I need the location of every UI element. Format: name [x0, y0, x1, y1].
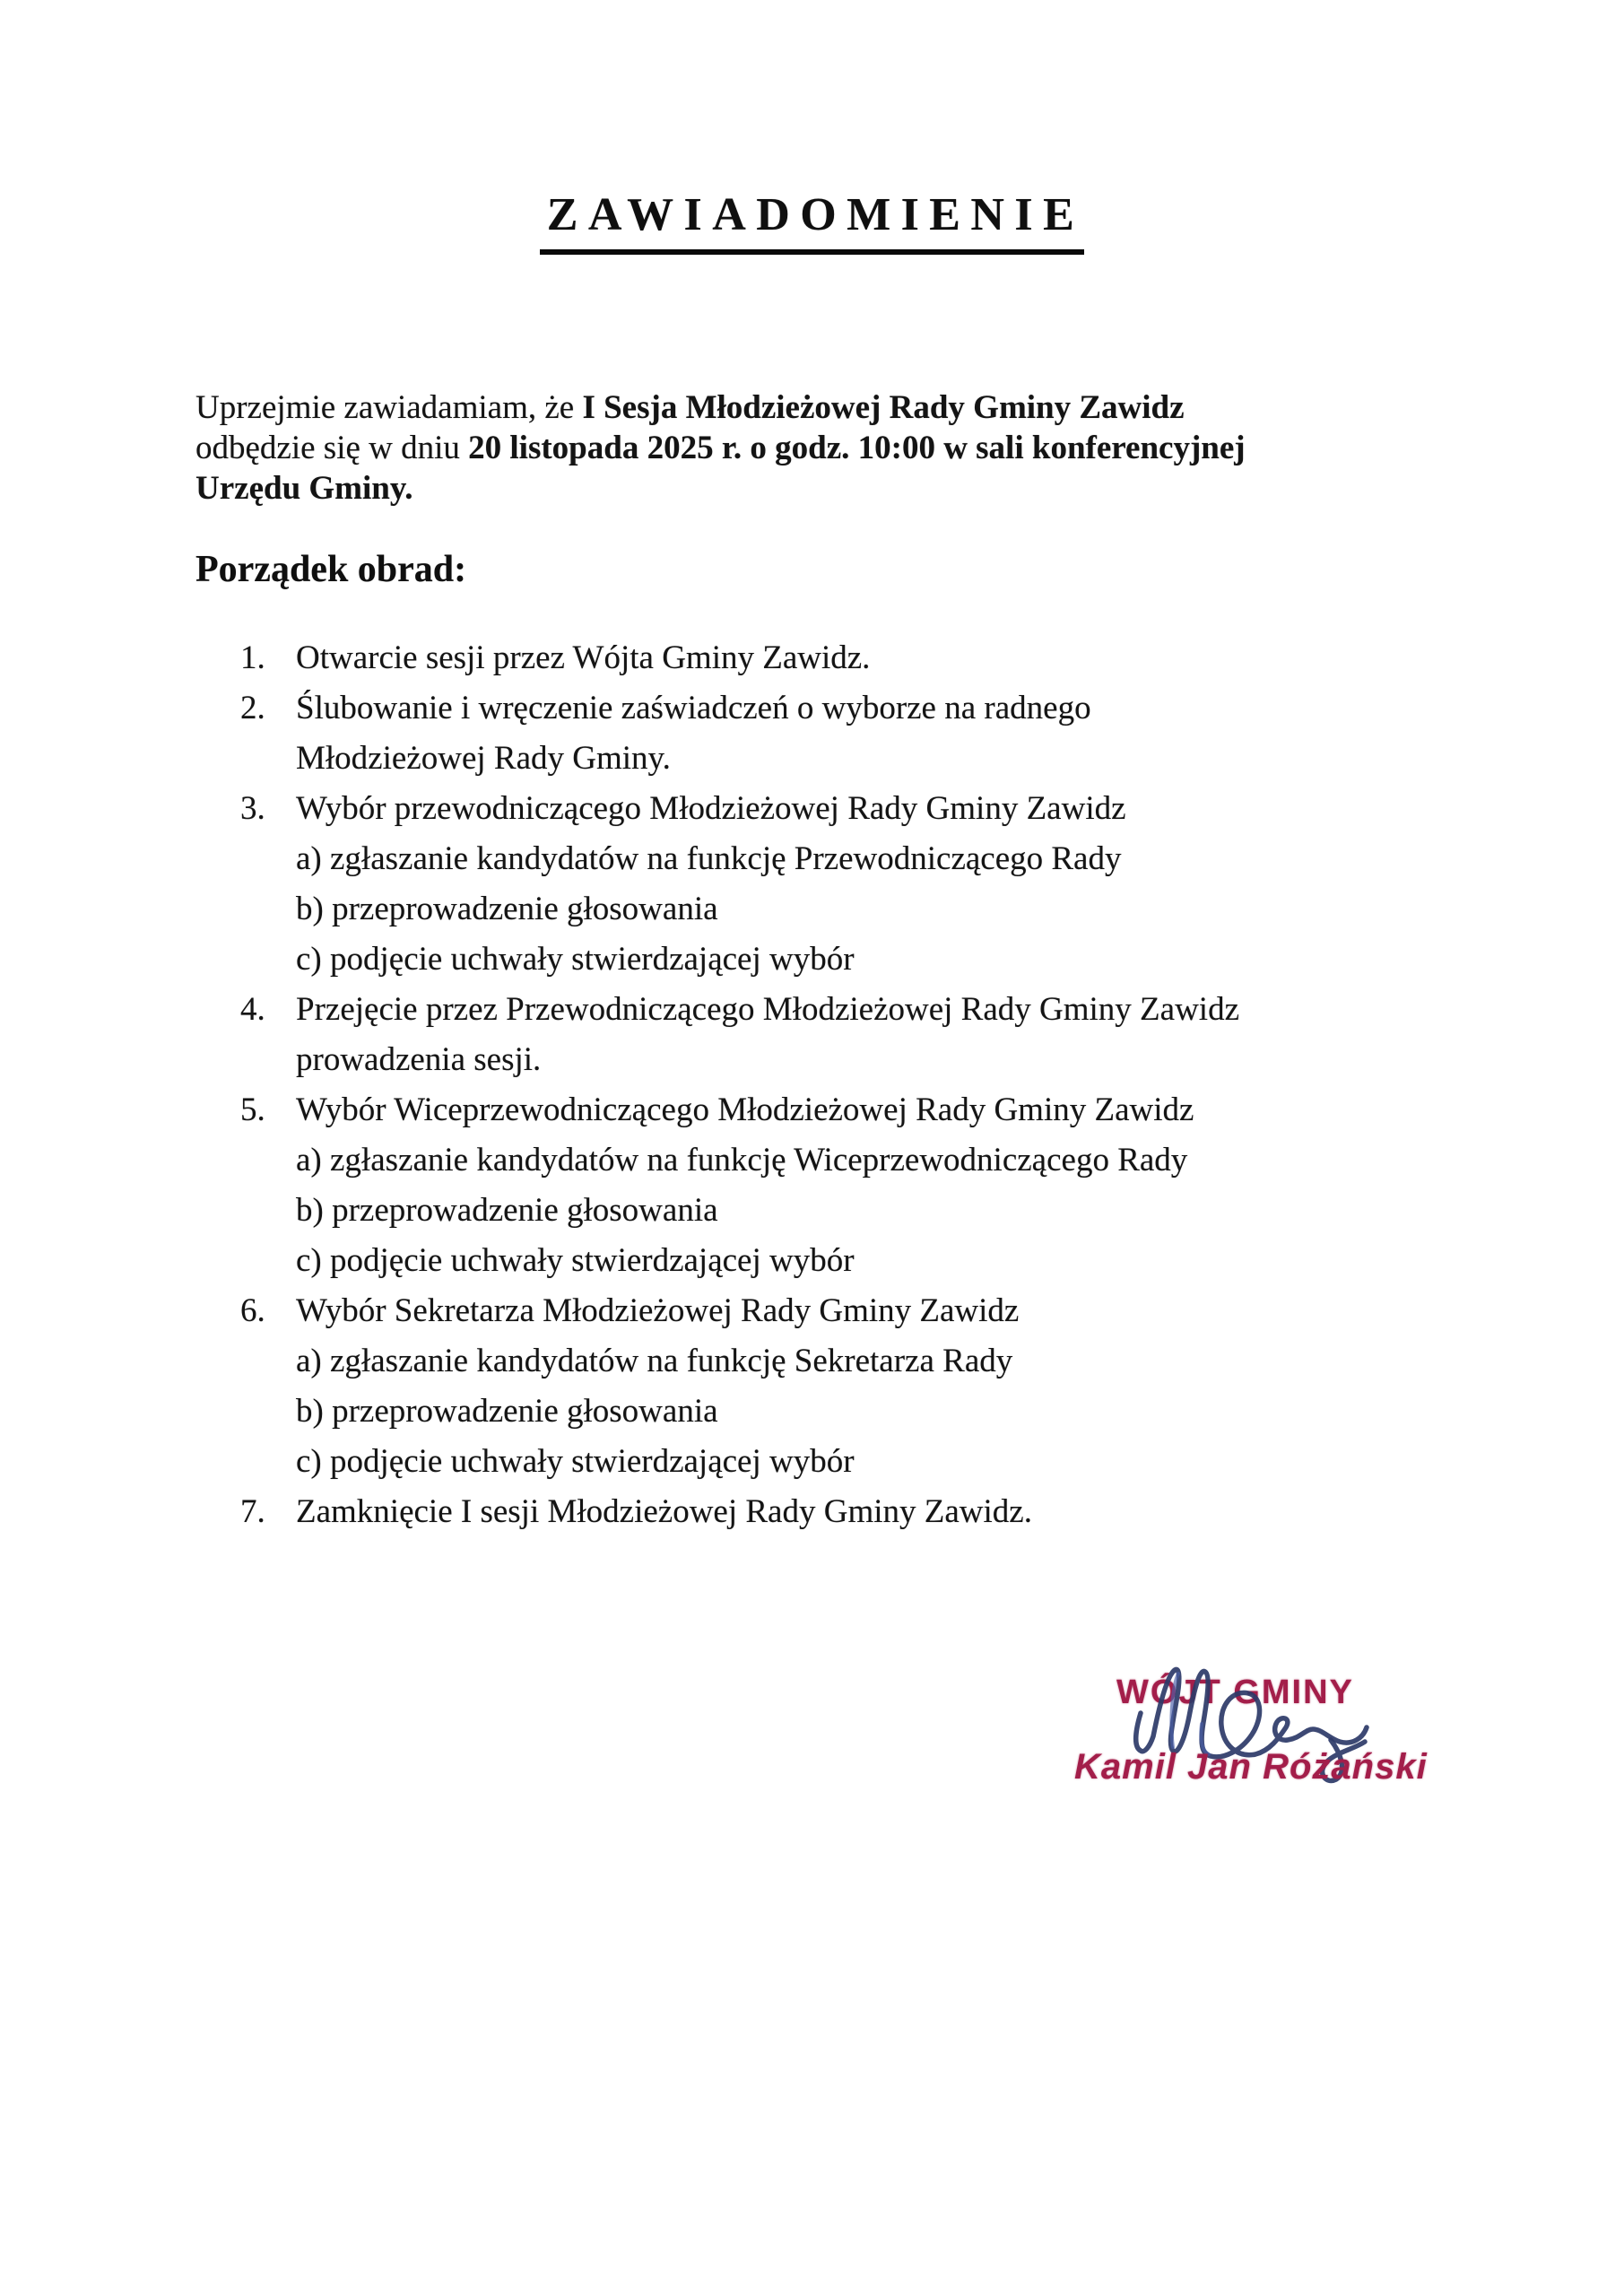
agenda-line — [195, 985, 1541, 1035]
stamp-title: WÓJT GMINY — [1116, 1674, 1354, 1711]
agenda-subline-c — [195, 935, 1541, 985]
intro-line-1-normal: Uprzejmie zawiadamiam, że — [195, 389, 583, 426]
agenda-item-number: 1. — [240, 639, 265, 676]
agenda-line-text: Otwarcie sesji przez Wójta Gminy Zawidz. — [296, 639, 871, 676]
agenda-line — [195, 784, 1541, 834]
intro-paragraph — [195, 387, 1246, 509]
agenda-line — [195, 1487, 1541, 1537]
agenda-line-text: c) podjęcie uchwały stwierdzającej wybór — [296, 1242, 855, 1279]
intro-line-3-bold: Urzędu Gminy. — [195, 470, 413, 507]
intro-line-2 — [195, 428, 1246, 468]
agenda-line — [195, 1035, 1541, 1085]
agenda-item-6 — [195, 1286, 1541, 1487]
agenda-item-number: 5. — [240, 1091, 265, 1128]
agenda-line-text: c) podjęcie uchwały stwierdzającej wybór — [296, 1443, 855, 1480]
agenda-line-text: Zamknięcie I sesji Młodzieżowej Rady Gminy Zawidz. — [296, 1493, 1032, 1530]
agenda-subline-c — [195, 1437, 1541, 1487]
agenda-item-4 — [195, 985, 1541, 1085]
agenda-item-number: 2. — [240, 690, 265, 726]
agenda-line — [195, 683, 1541, 734]
signature-block — [1067, 1655, 1444, 1825]
intro-line-1 — [195, 387, 1246, 428]
document-title: ZAWIADOMIENIE — [540, 192, 1084, 255]
agenda-line-text: Wybór Sekretarza Młodzieżowej Rady Gminy Zawidz — [296, 1292, 1020, 1329]
agenda-line-text: Wybór przewodniczącego Młodzieżowej Rady Gminy Zawidz — [296, 790, 1126, 827]
agenda-line-text: Przejęcie przez Przewodniczącego Młodzieżowej Rady Gminy Zawidz — [296, 991, 1239, 1028]
agenda-subline-b — [195, 884, 1541, 935]
agenda-subline-a — [195, 834, 1541, 884]
agenda-line-text: c) podjęcie uchwały stwierdzającej wybór — [296, 941, 855, 978]
agenda-item-2 — [195, 683, 1541, 784]
agenda-item-5 — [195, 1085, 1541, 1286]
intro-line-3 — [195, 468, 1246, 509]
agenda-line — [195, 734, 1541, 784]
agenda-subline-a — [195, 1336, 1541, 1387]
agenda-item-number: 3. — [240, 790, 265, 827]
document-title-wrap — [0, 189, 1624, 255]
intro-line-1-bold: I Sesja Młodzieżowej Rady Gminy Zawidz — [582, 389, 1185, 426]
agenda-line-text: b) przeprowadzenie głosowania — [296, 1192, 718, 1229]
agenda-line — [195, 633, 1541, 683]
agenda-subline-c — [195, 1236, 1541, 1286]
agenda-subline-b — [195, 1387, 1541, 1437]
stamp-name: Kamil Jan Różański — [1074, 1747, 1428, 1787]
agenda-subline-a — [195, 1135, 1541, 1186]
agenda-line-text: a) zgłaszanie kandydatów na funkcję Wiceprzewodniczącego Rady — [296, 1142, 1188, 1178]
agenda-line-text: prowadzenia sesji. — [296, 1041, 542, 1078]
agenda-line-text: a) zgłaszanie kandydatów na funkcję Sekretarza Rady — [296, 1343, 1013, 1379]
agenda-list — [195, 633, 1541, 1537]
agenda-item-7 — [195, 1487, 1541, 1537]
agenda-item-3 — [195, 784, 1541, 985]
agenda-item-1 — [195, 633, 1541, 683]
agenda-line-text: Wybór Wiceprzewodniczącego Młodzieżowej Rady Gminy Zawidz — [296, 1091, 1194, 1128]
intro-line-2-bold: 20 listopada 2025 r. o godz. 10:00 w sali konferencyjnej — [468, 430, 1246, 466]
agenda-line — [195, 1286, 1541, 1336]
agenda-line-text: b) przeprowadzenie głosowania — [296, 1393, 718, 1430]
agenda-line-text: Młodzieżowej Rady Gminy. — [296, 740, 671, 777]
agenda-line-text: a) zgłaszanie kandydatów na funkcję Przewodniczącego Rady — [296, 840, 1122, 877]
agenda-line-text: Ślubowanie i wręczenie zaświadczeń o wyborze na radnego — [296, 690, 1091, 726]
agenda-line — [195, 1085, 1541, 1135]
intro-line-2-normal: odbędzie się w dniu — [195, 430, 469, 466]
agenda-line-text: b) przeprowadzenie głosowania — [296, 891, 718, 927]
agenda-item-number: 4. — [240, 991, 265, 1028]
agenda-item-number: 7. — [240, 1493, 265, 1530]
agenda-subline-b — [195, 1186, 1541, 1236]
agenda-item-number: 6. — [240, 1292, 265, 1329]
agenda-heading: Porządek obrad: — [195, 549, 467, 590]
